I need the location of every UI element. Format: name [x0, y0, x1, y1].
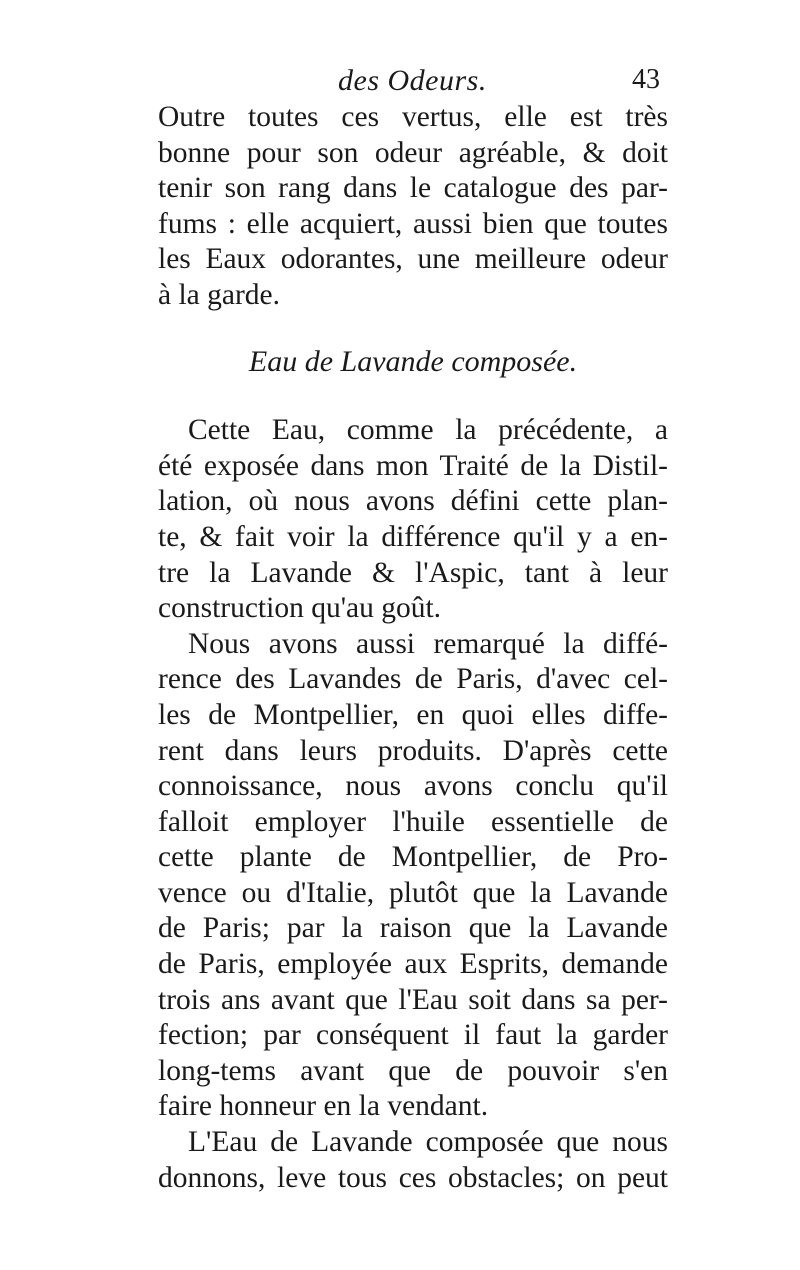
text-line: de Paris, employée aux Esprits, demande — [158, 948, 668, 981]
text-line: long-tems avant que de pouvoir s'en — [158, 1054, 668, 1087]
body-text — [158, 100, 668, 1196]
text-line: été exposée dans mon Traité de la Distil- — [158, 449, 668, 482]
text-line: de Paris; par la raison que la Lavande — [158, 912, 668, 945]
text-line: les de Montpellier, en quoi elles diffe- — [158, 698, 668, 731]
text-line: construction qu'au goût. — [158, 592, 442, 625]
text-line: te, & fait voir la différence qu'il y a en- — [158, 520, 668, 553]
paragraph-1 — [158, 413, 668, 627]
text-line: à la garde. — [158, 278, 281, 311]
text-line: vence ou d'Italie, plutôt que la Lavande — [158, 876, 668, 909]
text-line: Cette Eau, comme la précédente, a — [188, 414, 668, 447]
text-line: falloit employer l'huile essentielle de — [158, 805, 668, 838]
text-line: connoissance, nous avons conclu qu'il — [158, 770, 668, 803]
text-line: tre la Lavande & l'Aspic, tant à leur — [158, 556, 668, 589]
text-line: les Eaux odorantes, une meilleure odeur — [158, 243, 668, 276]
text-line: tenir son rang dans le catalogue des par- — [158, 172, 668, 205]
page-number: 43 — [632, 64, 660, 95]
text-line: fection; par conséquent il faut la garder — [158, 1019, 668, 1052]
text-line: bonne pour son odeur agréable, & doit — [158, 136, 668, 169]
text-line: cette plante de Montpellier, de Pro- — [158, 841, 668, 874]
paragraph-3 — [158, 1125, 668, 1196]
paragraph-intro — [158, 100, 668, 314]
running-head — [160, 64, 660, 104]
text-line: Outre toutes ces vertus, elle est très — [158, 101, 668, 133]
section-heading: Eau de Lavande composée. — [248, 344, 578, 378]
text-line: trois ans avant que l'Eau soit dans sa per- — [158, 983, 668, 1016]
text-line: lation, où nous avons défini cette plan- — [158, 485, 668, 518]
text-line: faire honneur en la vendant. — [158, 1090, 489, 1123]
running-title: des Odeurs. — [338, 64, 487, 97]
text-line: rent dans leurs produits. D'après cette — [158, 734, 668, 767]
text-line: L'Eau de Lavande composée que nous — [188, 1126, 668, 1159]
text-line: rence des Lavandes de Paris, d'avec cel- — [158, 663, 668, 696]
text-line: fums : elle acquiert, aussi bien que toutes — [158, 207, 668, 240]
paragraph-2 — [158, 627, 668, 1125]
text-line: donnons, leve tous ces obstacles; on peut — [158, 1161, 668, 1194]
text-line: Nous avons aussi remarqué la diffé- — [188, 627, 668, 660]
